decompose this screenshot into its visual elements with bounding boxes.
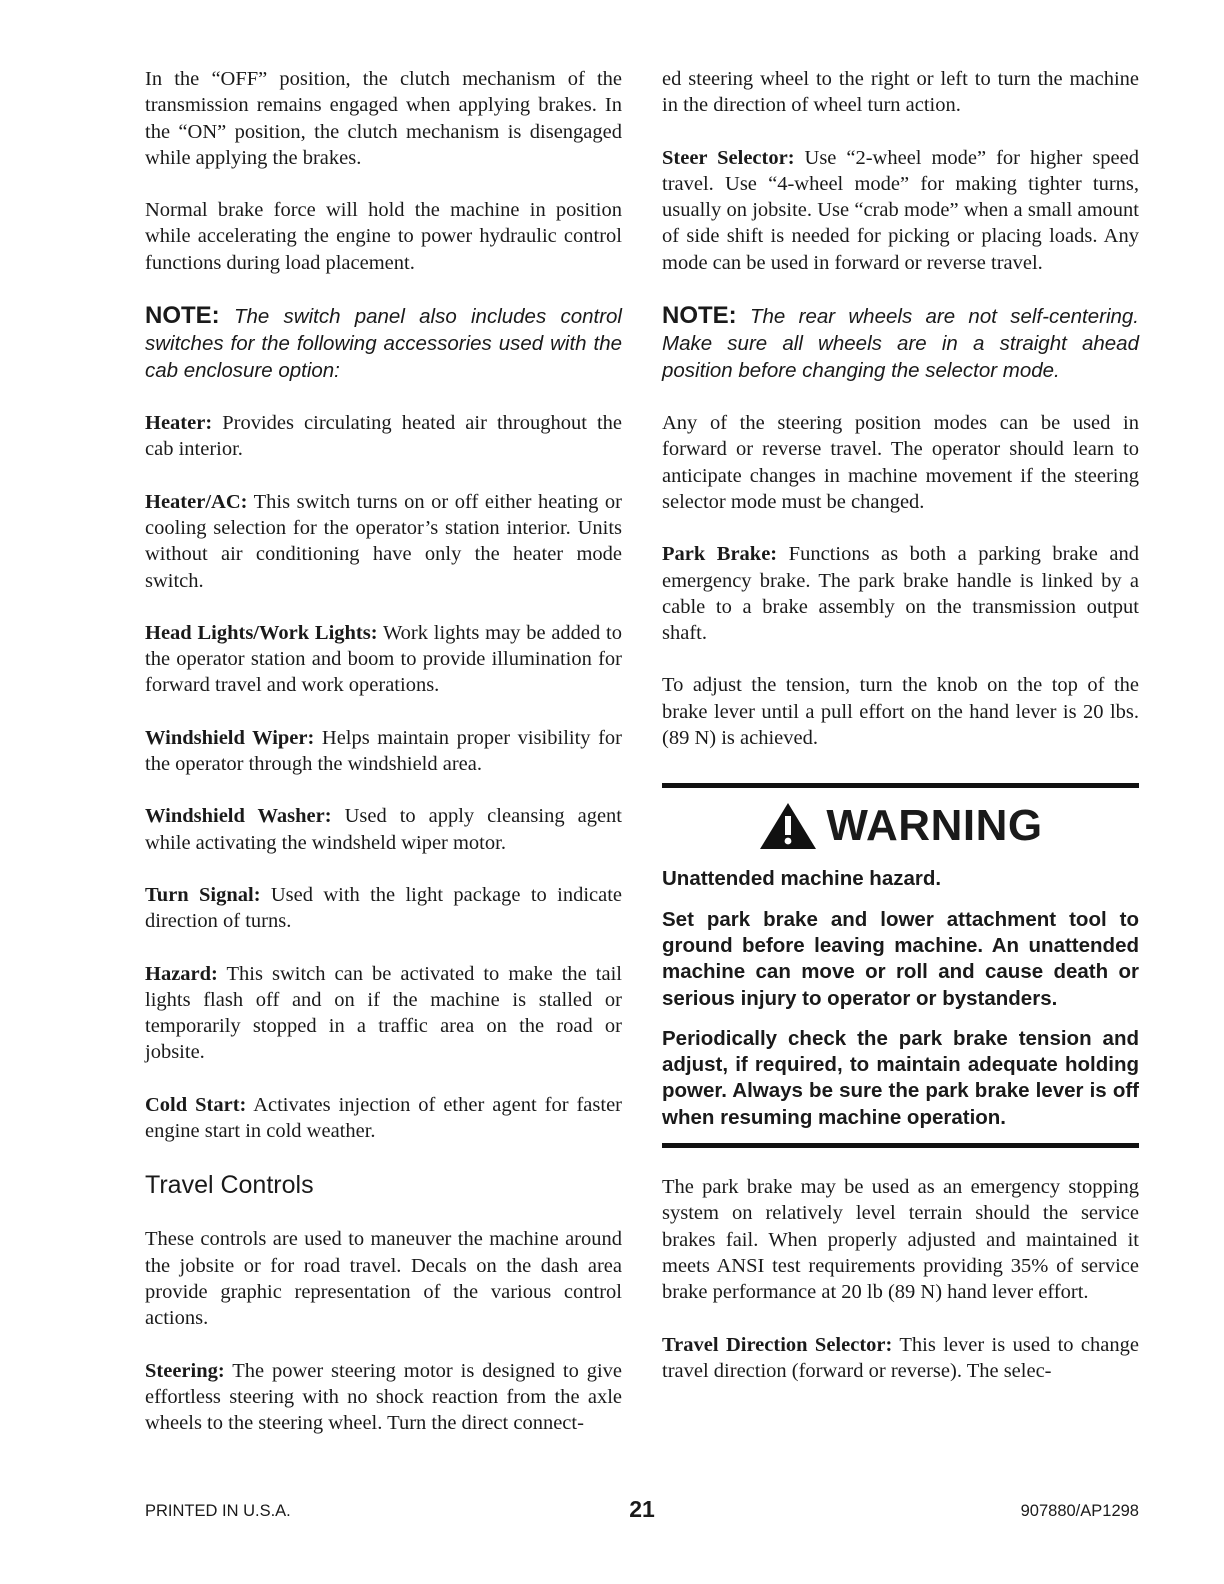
item-steering [145,1358,622,1437]
warning-header [662,796,1139,856]
item-text: Used to apply cleansing agent while activating the windsheld wiper motor. [145,805,622,854]
item-term: Park Brake: [662,543,778,566]
warning-line-instruction: Set park brake and lower attachment tool to ground before leaving machine. An unattended machine can move or roll and cause death or serious injury to operator or bystanders. [662,907,1139,1010]
item-cold-start [145,1092,622,1145]
item-hazard [145,961,622,1066]
item-term: Windshield Wiper: [145,726,315,749]
item-text: Functions as both a parking brake and emergency brake. The park brake handle is linked by a cable to a brake assembly on the transmission output shaft. [662,543,1140,645]
item-text: This switch can be activated to make the tail lights flash off and on if the machine is stalled or temporarily stopped in a traffic area on the road or jobsite. [145,962,622,1064]
item-text: Activates injection of ether agent for faster engine start in cold weather. [145,1093,623,1143]
warning-line-check: Periodically check the park brake tension and adjust, if required, to maintain adequate holding power. Always be sure the park brake lever is off when resuming machine operation. [662,1026,1139,1129]
paragraph-adjust-tension: To adjust the tension, turn the knob on the top of the brake lever until a pull effort on the hand lever is 20 lbs. (89 N) is achieved. [662,674,1139,750]
item-steer-selector [662,145,1139,276]
note-switch-panel [145,302,622,384]
item-term: Head Lights/Work Lights: [145,621,378,644]
item-text: Used with the light package to indicate direction of turns. [145,883,623,933]
note-label: NOTE: [145,302,220,330]
paragraph-brake-force: Normal brake force will hold the machine in position while accelerating the engine to power hydraulic control functions during load placement. [145,199,622,274]
item-windshield-wiper [145,725,622,778]
paragraph-steering-cont: ed steering wheel to the right or left to turn the machine in the direction of wheel turn action. [662,68,1139,117]
item-text: Work lights may be added to the operator station and boom to provide illumination for forward travel and work operations. [145,621,622,697]
note-rear-wheels [662,302,1139,384]
footer-doc-code: 907880/AP1298 [1020,1502,1139,1520]
item-term: Turn Signal: [145,883,261,906]
warning-box [662,783,1139,1148]
item-turn-signal [145,882,622,935]
item-text: This switch turns on or off either heating or cooling selection for the operator’s station interior. Units without air conditioning have only the heater mode switch. [145,490,622,592]
item-term: Heater/AC: [145,490,248,513]
section-heading-travel-controls: Travel Controls [145,1171,314,1200]
footer-printed: PRINTED IN U.S.A. [145,1502,291,1520]
item-heater [145,410,622,463]
item-term: Heater: [145,412,213,435]
item-term: Steer Selector: [662,146,795,169]
item-term: Travel Direction Selector: [662,1333,893,1356]
paragraph-clutch: In the “OFF” position, the clutch mechanism of the transmission remains engaged when applying brakes. In the “ON” position, the clutch mechanism is disengaged while applying the brakes. [145,68,622,169]
item-term: Cold Start: [145,1093,247,1116]
item-term: Windshield Washer: [145,805,332,828]
warning-triangle-icon [758,801,818,851]
item-term: Steering: [145,1359,225,1382]
note-label: NOTE: [662,302,737,330]
right-column [662,66,1139,1384]
item-term: Hazard: [145,962,218,985]
warning-title: WARNING [826,801,1043,851]
page-number: 21 [629,1496,655,1522]
item-head-lights [145,620,622,699]
item-windshield-washer [145,803,622,856]
item-text: The power steering motor is designed to give effortless steering with no shock reaction from the axle wheels to the steering wheel. Turn the direct connect- [145,1359,622,1435]
paragraph-travel-controls: These controls are used to maneuver the machine around the jobsite or for road travel. Decals on the dash area provide graphic representation of the various control actions. [145,1228,622,1330]
warning-line-hazard: Unattended machine hazard. [662,867,942,891]
paragraph-steering-modes: Any of the steering position modes can be used in forward or reverse travel. The operator should learn to anticipate changes in machine movement if the steering selector mode must be changed. [662,412,1139,513]
paragraph-emergency-stop: The park brake may be used as an emergency stopping system on relatively level terrain should the service brakes fail. When properly adjusted and maintained it meets ANSI test requirements providing 35% of service brake performance at 20 lb (89 N) hand lever effort. [662,1176,1139,1304]
left-column [145,66,622,1436]
item-park-brake [662,541,1139,646]
page-footer [145,1496,1139,1524]
item-text: Use “2-wheel mode” for higher speed travel. Use “4-wheel mode” for making tighter turns, usually on jobsite. Use “crab mode” when a small amount of side shift is needed for picking or placing loads. Any mode can be used in forward or reverse travel. [662,146,1139,274]
note-text: The rear wheels are not self-centering. Make sure all wheels are in a straight ahead position before changing the selector mode. [662,305,1139,383]
item-heater-ac [145,489,622,594]
item-travel-direction [662,1332,1139,1385]
item-text: This lever is used to change travel direction (forward or reverse). The selec- [662,1333,1139,1382]
note-text: The switch panel also includes control switches for the following accessories used with the cab enclosure option: [145,305,622,383]
item-text: Helps maintain proper visibility for the operator through the windshield area. [145,726,622,776]
item-text: Provides circulating heated air throughout the cab interior. [145,412,623,461]
